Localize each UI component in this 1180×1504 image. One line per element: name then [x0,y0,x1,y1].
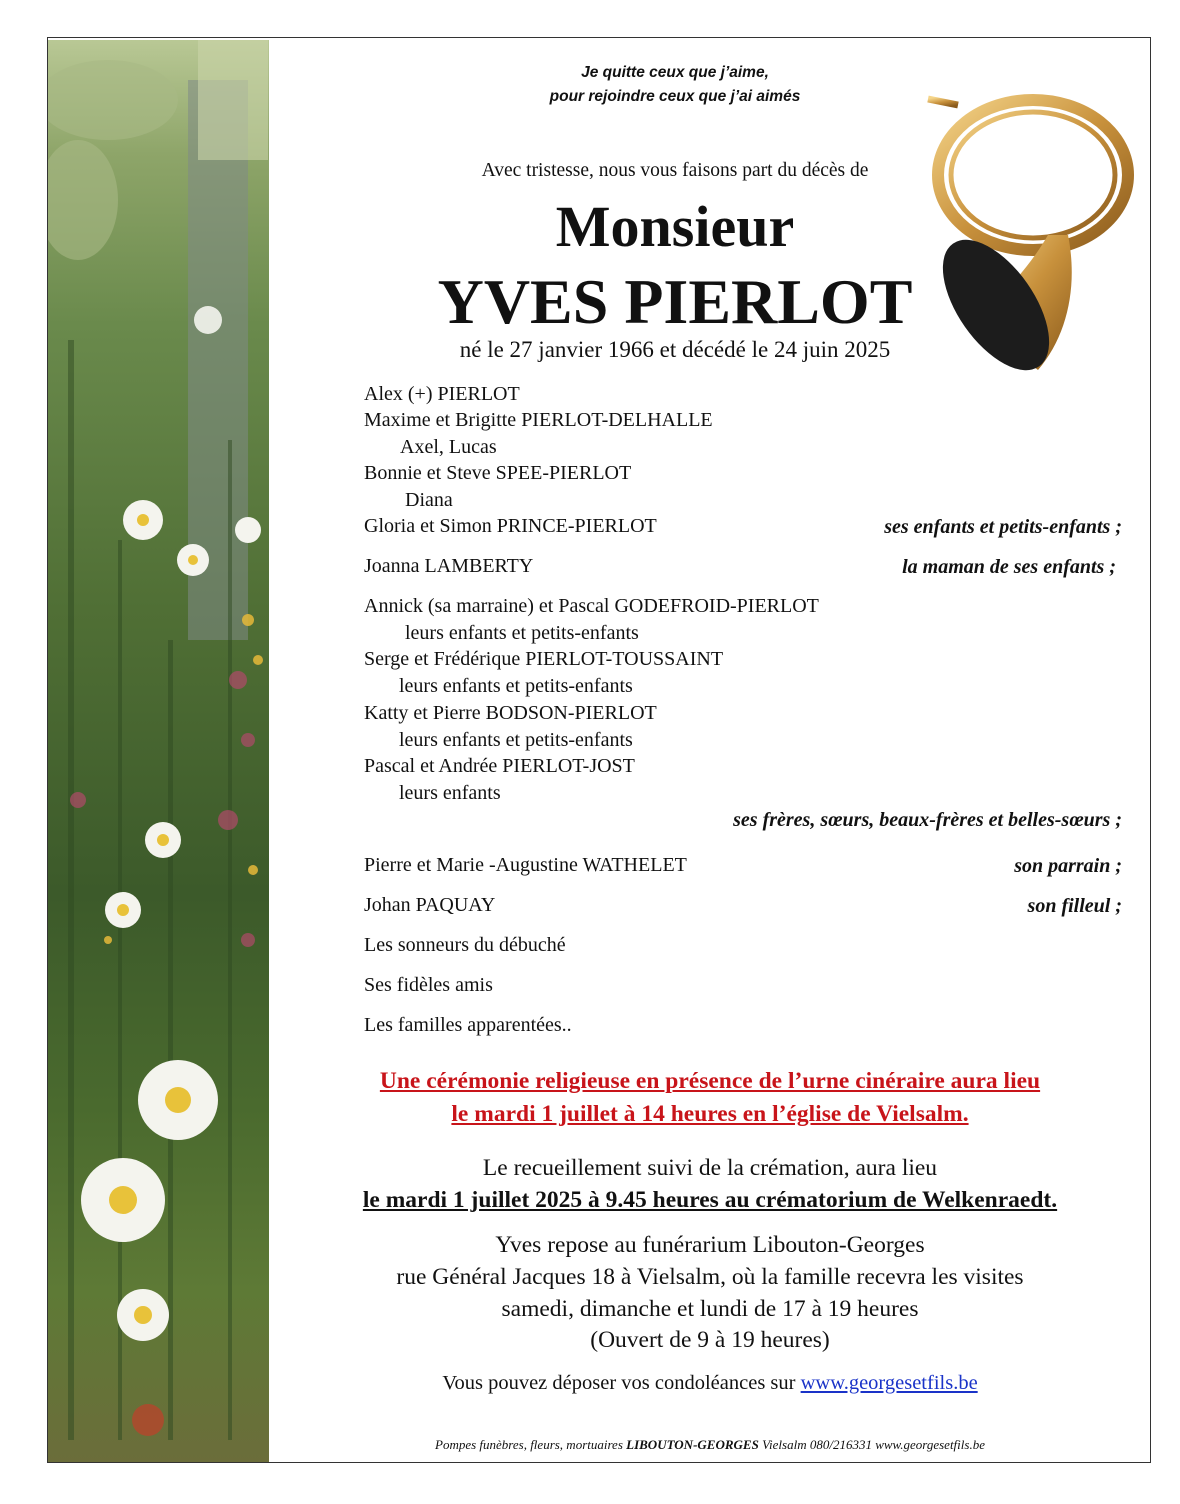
family-line: leurs enfants et petits-enfants [399,675,633,697]
condolences-line [270,1372,1150,1395]
announcement-intro: Avec tristesse, nous vous faisons part du décès de [481,160,869,181]
family-line: Pierre et Marie -Augustine WATHELET [364,854,687,876]
civility-title: Monsieur [555,194,795,259]
footer-company: LIBOUTON-GEORGES [626,1437,759,1452]
family-line: Les familles apparentées.. [364,1014,572,1036]
family-line: Maxime et Brigitte PIERLOT-DELHALLE [364,409,713,431]
visit-line-1: Yves repose au funérarium Libouton-Georges [495,1232,925,1258]
family-line: Alex (+) PIERLOT [364,383,520,405]
footer-text-1: Pompes funèbres, fleurs, mortuaires [435,1437,623,1452]
family-line: Ses fidèles amis [364,974,493,996]
family-line: Les sonneurs du débuché [364,934,566,956]
family-line: Diana [405,489,453,511]
relation-label: son filleul ; [1027,895,1122,917]
relation-label: ses frères, sœurs, beaux-frères et belles-sœurs ; [733,809,1122,831]
family-line: Bonnie et Steve SPEE-PIERLOT [364,462,632,484]
quote-line-2: pour rejoindre ceux que j’ai aimés [549,88,801,105]
family-line: leurs enfants et petits-enfants [405,622,639,644]
wildflower-meadow-image [48,40,269,1462]
birth-death-dates: né le 27 janvier 1966 et décédé le 24 juin 2025 [459,337,891,362]
family-line: Gloria et Simon PRINCE-PIERLOT [364,515,657,537]
ceremony-line-1: Une cérémonie religieuse en présence de l’urne cinéraire aura lieu [379,1068,1041,1094]
family-line: Joanna LAMBERTY [364,555,534,577]
family-line: Pascal et Andrée PIERLOT-JOST [364,755,635,777]
family-line: Serge et Frédérique PIERLOT-TOUSSAINT [364,648,724,670]
epitaph-quote [340,61,1010,109]
quote-line-1: Je quitte ceux que j’aime, [581,64,769,81]
family-line: Katty et Pierre BODSON-PIERLOT [364,702,657,724]
family-line: leurs enfants et petits-enfants [399,729,633,751]
relation-label: ses enfants et petits-enfants ; [884,516,1122,538]
family-line: Annick (sa marraine) et Pascal GODEFROID-PIERLOT [364,595,819,617]
cremation-line-1: Le recueillement suivi de la crémation, aura lieu [482,1155,938,1181]
deceased-name: YVES PIERLOT [437,266,913,337]
family-line: Axel, Lucas [400,436,497,458]
family-line: leurs enfants [399,782,501,804]
family-line: Johan PAQUAY [364,894,496,916]
condolences-link[interactable]: www.georgesetfils.be [800,1372,978,1394]
cremation-line-2: le mardi 1 juillet 2025 à 9.45 heures au crématorium de Welkenraedt. [362,1187,1058,1213]
visit-line-3: samedi, dimanche et lundi de 17 à 19 heures [501,1296,919,1322]
relation-label: la maman de ses enfants ; [902,556,1116,578]
visit-line-2: rue Général Jacques 18 à Vielsalm, où la famille recevra les visites [396,1264,1024,1290]
condolences-text: Vous pouvez déposer vos condoléances sur [442,1372,796,1394]
visit-line-4: (Ouvert de 9 à 19 heures) [590,1327,830,1353]
relation-label: son parrain ; [1014,855,1122,877]
ceremony-line-2: le mardi 1 juillet à 14 heures en l’église de Vielsalm. [451,1101,969,1127]
footer-credit [270,1437,1150,1453]
footer-text-2: Vielsalm 080/216331 www.georgesetfils.be [762,1437,985,1452]
